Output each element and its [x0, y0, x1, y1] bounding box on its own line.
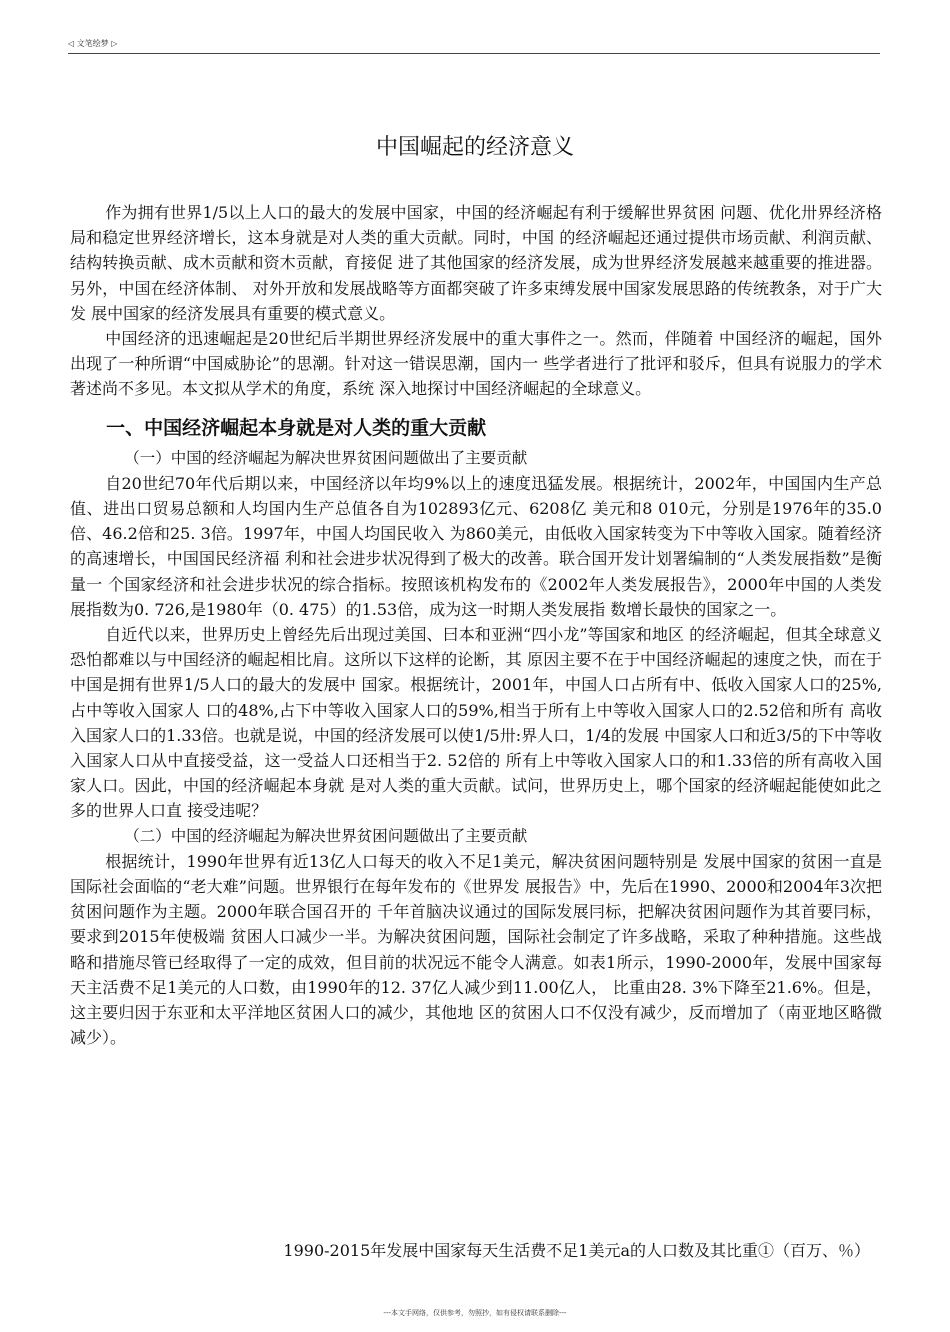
table-caption: 1990-2015年发展中国家每天生活费不足1美元a的人口数及其比重①（百万、％）: [283, 1241, 870, 1260]
intro-paragraph-1: 作为拥有世界1/5以上人口的最大的发展中国家，中国的经济崛起有利于缓解世界贫困 问题、优化卅界经济格局和稳定世界经济增长，这本身就是对人类的重大贡献。同时，中国 的经济崛起还通过提供市场贡献、利润贡献、结构转换贡献、成木贡献和资木贡献，育接促 进了其他国家的经济发展，成为世界经济发展越来越重要的推进器。另外，中国在经济体制、 对外开放和发展战略等方面都突破了许多束缚发展中国家发展思路的传统教条，对于广大发 展中国家的经济发展具有重要的模式意义。: [70, 203, 882, 323]
header-text: ◁ 文笔绘梦 ▷: [68, 39, 118, 48]
document-body: [70, 200, 882, 1051]
page-footer: ---本文手网络，仅供参考，勿照抄，如有侵权请联系删除---: [383, 1309, 567, 1317]
document-title: 中国崛起的经济意义: [375, 135, 574, 160]
subsection-2-paragraph-1: 根据统计，1990年世界有近13亿人口每天的收入不足1美元，解决贫困问题特别是 发展中国家的贫困一直是国际社会面临的“老大难”问题。世界银行在每年发布的《世界发 展报告》中，先后在1990、2000和2004年3次把贫困问题作为主题。2000年联合国召开的 千年首脑决议通过的国际发展冃标，把解决贫困问题作为其首要冃标，要求到2015年使极端 贫困人口减少一半。为解决贫困问题，国际社会制定了许多战略，采取了种种措施。这些战 略和措施尽管已经取得了一定的成效，但目前的状况远不能令人满意。如表1所示，1990-2000年，发展中国家每天主活费不足1美元的人口数，由1990年的12. 37亿人减少到11.00亿人， 比重由28. 3%下降至21.6%。但是，这主要归因于东亚和太平洋地区贫困人口的减少，其他地 区的贫困人口不仅没有减少，反而增加了（南亚地区略微减少）。: [70, 851, 882, 1048]
page-header: [68, 39, 880, 54]
subsection-1-paragraph-2: 自近代以来，世界历史上曾经先后出现过美国、曰本和亚洲“四小龙”等国家和地区 的经济崛起，但其全球意义恐怕都难以与中国经济的崛起相比肩。这所以下这样的论断，其 原因主要不在于中国经济崛起的速度之快，而在于中国是拥有世界1/5人口的最大的发展中 国家。根据统计，2001年，中国人口占所有中、低收入国家人口的25%,占中等收入国家人 口的48%,占下中等收入国家人口的59%,相当于所有上中等收入国家人口的2.52倍和所有 高收入国家人口的1.33倍。也就是说，中国的经济发展可以使1/5卅:界人口，1/4的发展 中国家人口和近3/5的下中等收入国家人口从中直接受益，这一受益人口还相当于2. 52倍的 所有上中等收入国家人口的和1.33倍的所有高收入国家人口。因此，中国的经济崛起本身就 是对人类的重大贡献。试问，世界历史上，哪个国家的经济崛起能使如此之多的世界人口直 接受违呢？: [70, 625, 882, 821]
section-1-heading: 一、中国经济崛起本身就是对人类的重大贡献: [106, 416, 487, 439]
subsection-1-paragraph-1: 自20世纪70年代后期以来，中国经济以年均9%以上的速度迅猛发展。根据统计，2002年，中国国内生产总值、进出口贸易总额和人均国内生产总值各自为102893亿元、6208亿 美元和8 010元，分别是1976年的35.0倍、46.2倍和25. 3倍。1997年，中国人均国民收入 为860美元，由低收入国家转变为下中等收入国家。随着经济的高速增长，中国国民经济福 利和社会进步状况得到了极大的改善。联合国开发计划署编制的“人类发展指数”是衡量一 个国家经济和社会进步状况的综合指标。按照该机构发布的《2002年人类发展报告》，2000年中国的人类发展指数为0. 726,是1980年（0. 475）的1.53倍，成为这一时期人类发展指 数增长最快的国家之一。: [70, 473, 882, 619]
subsection-1-title: （一）中国的经济崛起为解决世界贫困问题做出了主要贡献: [124, 448, 528, 467]
intro-paragraph-2: 中国经济的迅速崛起是20世纪后半期世界经济发展中的重大事件之一。然而，伴随着 中国经济的崛起，国外出现了一种所谓“中国威胁论”的思潮。针对这一错误思潮，国内一 些学者进行了批评和驳斥，但具有说服力的学术著述尚不多见。本文拟从学术的角度，系统 深入地探讨中国经济崛起的全球意义。: [70, 329, 882, 399]
subsection-2-title: （二）中国的经济崛起为解决世界贫困问题做出了主要贡献: [124, 826, 528, 845]
